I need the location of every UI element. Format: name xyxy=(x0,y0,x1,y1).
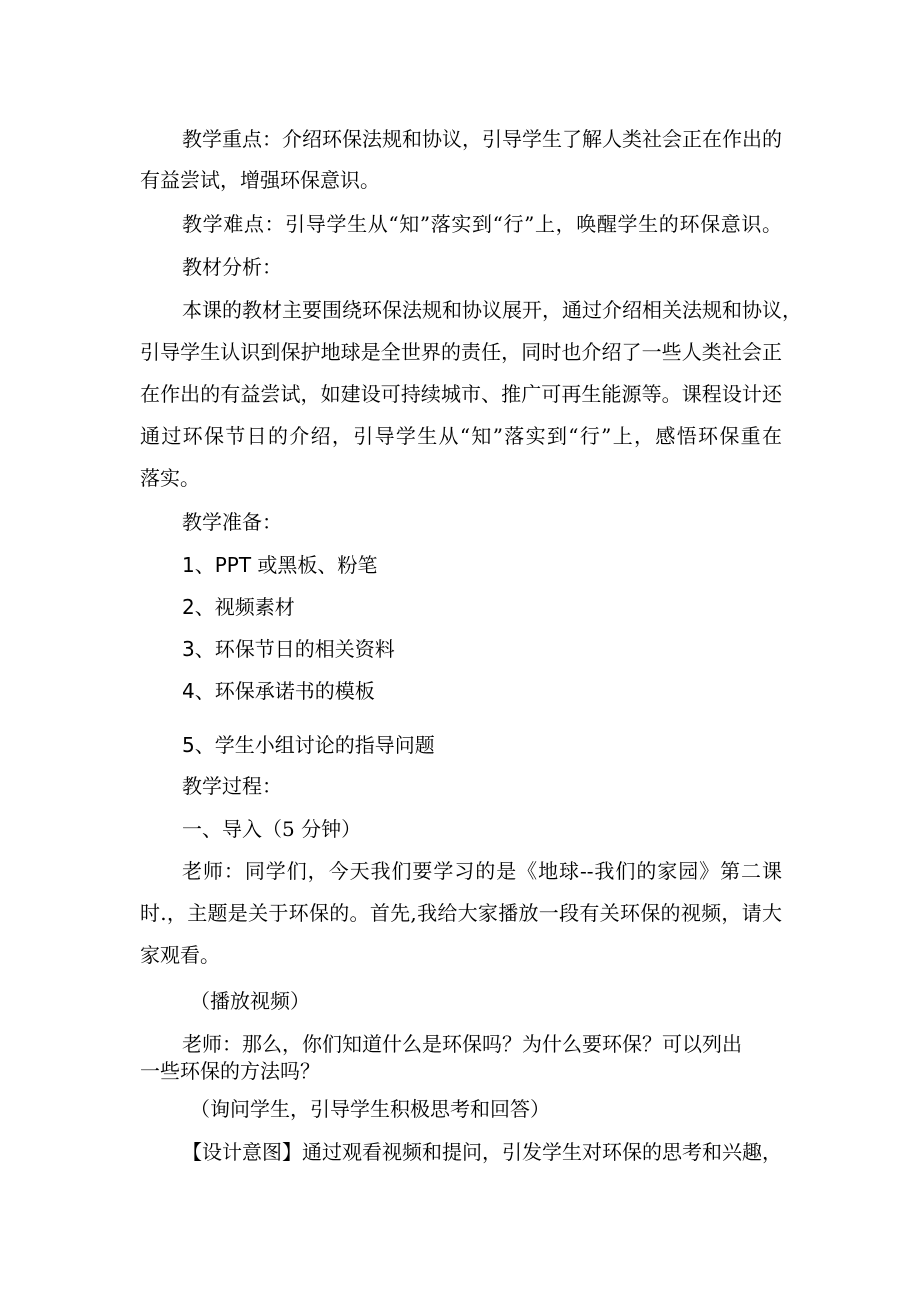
key-points-line-1: 教学重点：介绍环保法规和协议，引导学生了解人类社会正在作出的 xyxy=(182,127,782,151)
analysis-line-2: 引导学生认识到保护地球是全世界的责任，同时也介绍了一些人类社会正 xyxy=(140,340,782,364)
analysis-line-5: 落实。 xyxy=(140,466,200,490)
process-heading: 教学过程： xyxy=(182,774,282,798)
teacher-intro-line-3: 家观看。 xyxy=(140,943,220,967)
teacher-intro-line-1: 老师：同学们，今天我们要学习的是《地球--我们的家园》第二课 xyxy=(182,859,782,883)
teacher-question-line-2: 一些环保的方法吗？ xyxy=(140,1059,320,1083)
analysis-heading: 教材分析： xyxy=(182,255,282,279)
ask-students-note: （询问学生，引导学生积极思考和回答） xyxy=(190,1097,550,1121)
prep-item-4: 4、环保承诺书的模板 xyxy=(182,679,375,703)
prep-item-5: 5、学生小组讨论的指导问题 xyxy=(182,733,435,757)
analysis-line-3: 在作出的有益尝试，如建设可持续城市、推广可再生能源等。课程设计还 xyxy=(140,382,782,406)
teacher-intro-line-2: 时.，主题是关于环保的。首先,我给大家播放一段有关环保的视频，请大 xyxy=(140,901,782,925)
prep-item-2: 2、视频素材 xyxy=(182,595,295,619)
play-video-note: （播放视频） xyxy=(190,989,310,1013)
design-intent-line: 【设计意图】通过观看视频和提问，引发学生对环保的思考和兴趣， xyxy=(182,1140,782,1164)
analysis-line-1: 本课的教材主要围绕环保法规和协议展开，通过介绍相关法规和协议， xyxy=(182,298,802,322)
prep-item-1: 1、PPT 或黑板、粉笔 xyxy=(182,553,378,577)
section-intro-heading: 一、导入（5 分钟） xyxy=(182,817,362,841)
prep-heading: 教学准备： xyxy=(182,510,282,534)
key-points-line-2: 有益尝试，增强环保意识。 xyxy=(140,168,380,192)
difficulty-line: 教学难点：引导学生从“知”落实到“行”上，唤醒学生的环保意识。 xyxy=(182,212,782,236)
teacher-question-line-1: 老师：那么，你们知道什么是环保吗？为什么要环保？可以列出 xyxy=(182,1032,742,1056)
prep-item-3: 3、环保节日的相关资料 xyxy=(182,637,395,661)
analysis-line-4: 通过环保节日的介绍，引导学生从“知”落实到“行”上，感悟环保重在 xyxy=(140,424,782,448)
